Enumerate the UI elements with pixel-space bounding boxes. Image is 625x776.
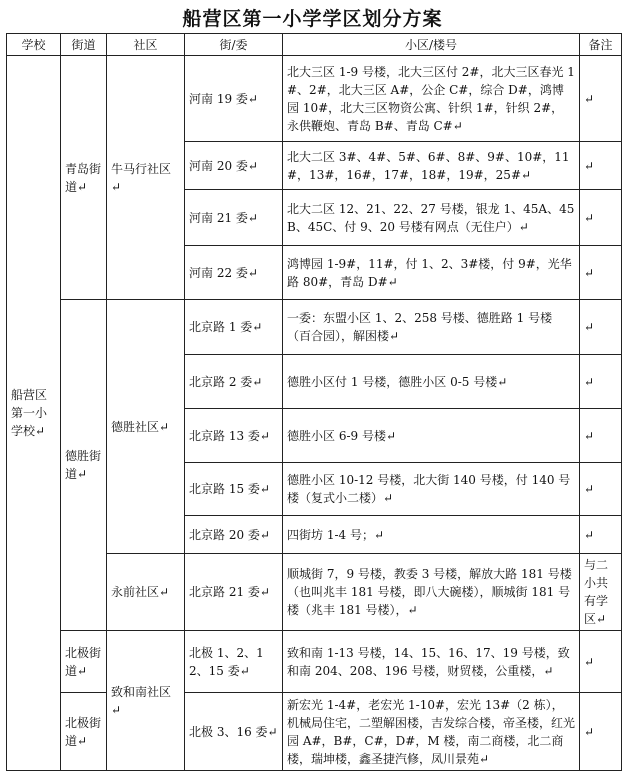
committee-cell: 河南 19 委↵ [185,56,283,142]
community-zhihenan: 致和南社区↵ [107,631,185,771]
buildings-cell: 德胜小区 10-12 号楼，北大街 140 号楼，付 140 号楼（复式小二楼）↵ [283,463,580,516]
note-cell: ↵ [580,355,622,409]
buildings-cell: 顺城街 7，9 号楼，教委 3 号楼，解放大路 181 号楼（也叫兆丰 181 号楼，即八大碗楼），顺城街 181 号楼（兆丰 181 号楼），↵ [283,554,580,631]
note-cell: 与二小共有学区↵ [580,554,622,631]
note-cell: ↵ [580,463,622,516]
buildings-cell: 北大二区 12、21、22、27 号楼，银龙 1、45A、45B、45C、付 9、20 号楼有网点（无住户）↵ [283,190,580,246]
note-cell: ↵ [580,246,622,300]
buildings-cell: 一委：东盟小区 1、2、258 号楼、德胜路 1 号楼（百合园），解困楼↵ [283,300,580,355]
committee-cell: 北京路 21 委↵ [185,554,283,631]
note-cell: ↵ [580,409,622,463]
committee-cell: 北极 3、16 委↵ [185,693,283,771]
committee-cell: 河南 20 委↵ [185,142,283,190]
street-beiji-2: 北极街道↵ [61,693,107,771]
buildings-cell: 新宏光 1-4#，老宏光 1-10#，宏光 13#（2 栋），机械局住宅，二塑解困楼，吉发综合楼，帝圣楼，红光园 A#，B#，C#，D#，M 楼，南二商楼，北二商楼，瑞坤楼，鑫圣捷汽修，凤川景苑↵ [283,693,580,771]
table-row [7,693,622,771]
note-cell: ↵ [580,300,622,355]
buildings-cell: 德胜小区付 1 号楼，德胜小区 0-5 号楼↵ [283,355,580,409]
buildings-cell: 致和南 1-13 号楼，14、15、16、17、19 号楼，致和南 204、208、196 号楼，财贸楼，公重楼，↵ [283,631,580,693]
table-row [7,631,622,693]
community-desheng: 德胜社区↵ [107,300,185,554]
buildings-cell: 鸿博园 1-9#，11#，付 1、2、3#楼，付 9#，光华路 80#，青岛 D#↵ [283,246,580,300]
note-cell: ↵ [580,190,622,246]
header-committee: 街/委 [185,34,283,56]
street-beiji-1: 北极街道↵ [61,631,107,693]
header-note: 备注 [580,34,622,56]
note-cell: ↵ [580,631,622,693]
street-qingdao: 青岛街道↵ [61,56,107,300]
note-cell: ↵ [580,56,622,142]
committee-cell: 北京路 2 委↵ [185,355,283,409]
header-community: 社区 [107,34,185,56]
table-row [7,300,622,355]
header-school: 学校 [7,34,61,56]
school-cell: 船营区第一小学校↵ [7,56,61,771]
note-cell: ↵ [580,142,622,190]
committee-cell: 北京路 1 委↵ [185,300,283,355]
committee-cell: 北京路 15 委↵ [185,463,283,516]
buildings-cell: 北大三区 1-9 号楼，北大三区付 2#，北大三区春光 1#、2#，北大三区 A#，公企 C#，综合 D#，鸿博园 10#，北大三区物资公寓、针织 1#，针织 2#，永供鞭炮、青岛 B#、青岛 C#↵ [283,56,580,142]
note-cell: ↵ [580,516,622,554]
committee-cell: 北极 1、2、12、15 委↵ [185,631,283,693]
header-buildings: 小区/楼号 [283,34,580,56]
committee-cell: 北京路 13 委↵ [185,409,283,463]
buildings-cell: 北大二区 3#、4#、5#、6#、8#、9#、10#，11#，13#，16#，17#，18#，19#，25#↵ [283,142,580,190]
committee-cell: 河南 21 委↵ [185,190,283,246]
table-row [7,56,622,142]
community-niumahang: 牛马行社区↵ [107,56,185,300]
table-header-row [7,34,622,56]
district-table [6,33,622,771]
community-yongqian: 永前社区↵ [107,554,185,631]
page-title: 船营区第一小学学区划分方案 [182,8,443,30]
note-cell: ↵ [580,693,622,771]
committee-cell: 北京路 20 委↵ [185,516,283,554]
committee-cell: 河南 22 委↵ [185,246,283,300]
buildings-cell: 四街坊 1-4 号；↵ [283,516,580,554]
buildings-cell: 德胜小区 6-9 号楼↵ [283,409,580,463]
header-street: 街道 [61,34,107,56]
street-desheng: 德胜街道↵ [61,300,107,631]
